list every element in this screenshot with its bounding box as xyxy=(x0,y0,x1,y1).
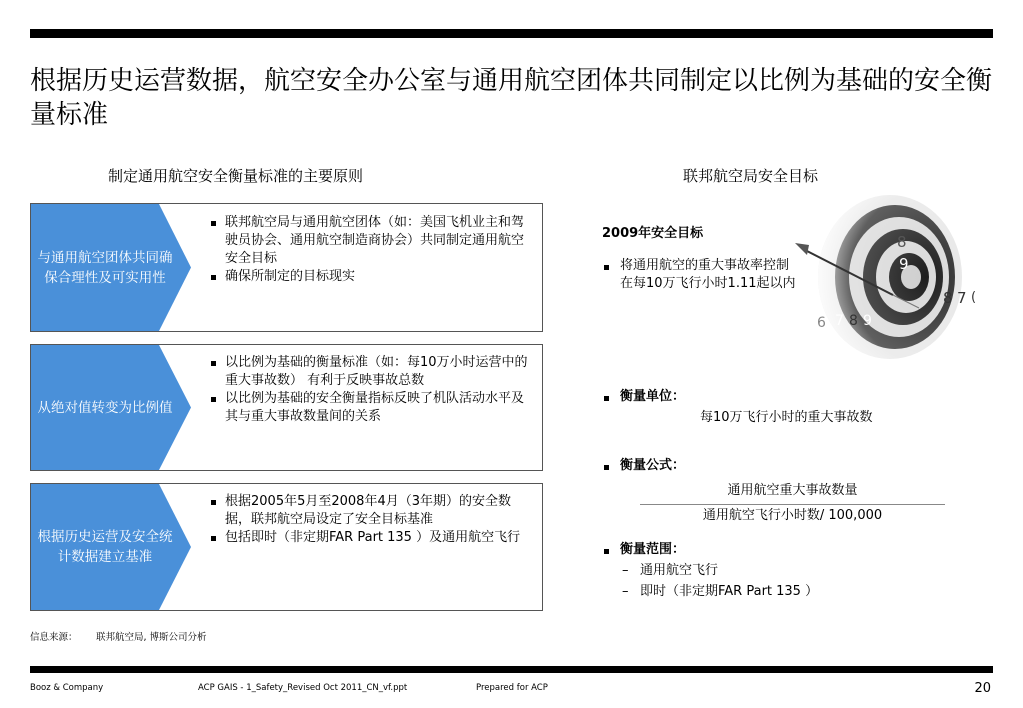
list-item: 联邦航空局与通用航空团体（如：美国飞机业主和驾驶员协会、通用航空制造商协会）共同制定通用航空安全目标 xyxy=(211,214,532,268)
principle-label-3: 根据历史运营及安全统计数据建立基准 xyxy=(37,529,173,565)
goal-year-label: 2009年安全目标 xyxy=(602,226,704,241)
bullet-marker xyxy=(604,465,609,470)
dartboard-number: 9 xyxy=(899,255,909,273)
footer-file: ACP GAIS - 1_Safety_Revised Oct 2011_CN_vf.ppt xyxy=(198,683,408,693)
list-item: 确保所制定的目标现实 xyxy=(211,268,532,286)
fraction-line xyxy=(640,504,945,505)
principle-chevron-1 xyxy=(31,204,191,331)
dartboard-number: 6 xyxy=(817,315,826,331)
source-value: 联邦航空局, 博斯公司分析 xyxy=(96,632,207,643)
principle-bullets-1 xyxy=(211,214,532,286)
dartboard-number: 8 xyxy=(897,233,907,251)
formula-label: 衡量公式： xyxy=(620,458,686,473)
principle-chevron-3 xyxy=(31,484,191,610)
dartboard-number: ( xyxy=(971,290,977,305)
footer-prepared: Prepared for ACP xyxy=(476,683,548,693)
top-rule xyxy=(30,29,993,38)
bottom-rule xyxy=(30,666,993,673)
unit-value: 每10万飞行小时的重大事故数 xyxy=(700,410,873,425)
goal-text: 将通用航空的重大事故率控制在每10万飞行小时1.11起以内 xyxy=(620,258,796,291)
formula-denominator: 通用航空飞行小时数/ 100,000 xyxy=(702,508,883,523)
scope-dash: – xyxy=(622,584,629,599)
dartboard-number: 7 xyxy=(957,289,967,307)
dartboard-number: 8 xyxy=(943,289,953,307)
source-label: 信息来源： xyxy=(30,632,78,643)
principle-bullets-3 xyxy=(211,493,532,547)
principle-box-2 xyxy=(30,344,543,471)
page-title: 根据历史运营数据，航空安全办公室与通用航空团体共同制定以比例为基础的安全衡量标准 xyxy=(30,66,993,130)
list-item: 以比例为基础的衡量标准（如：每10万小时运营中的重大事故数） 有利于反映事故总数 xyxy=(211,354,532,390)
footer-company: Booz & Company xyxy=(30,683,104,693)
dartboard-number: 8 xyxy=(849,313,858,329)
bullet-marker xyxy=(604,265,609,270)
bullet-marker xyxy=(604,396,609,401)
left-column-heading: 制定通用航空安全衡量标准的主要原则 xyxy=(108,167,364,185)
list-item: 以比例为基础的安全衡量指标反映了机队活动水平及其与重大事故数量间的关系 xyxy=(211,390,532,426)
dartboard-icon xyxy=(795,185,985,360)
scope-item-2: 即时（非定期FAR Part 135 ） xyxy=(640,584,819,599)
scope-label: 衡量范围： xyxy=(620,542,686,557)
right-column-heading: 联邦航空局安全目标 xyxy=(683,167,819,185)
list-item: 包括即时（非定期FAR Part 135 ）及通用航空飞行 xyxy=(211,529,532,547)
bullet-marker xyxy=(604,549,609,554)
list-item: 根据2005年5月至2008年4月（3年期）的安全数据，联邦航空局设定了安全目标基准 xyxy=(211,493,532,529)
scope-dash: – xyxy=(622,563,629,578)
principle-bullets-2 xyxy=(211,354,532,426)
formula-numerator: 通用航空重大事故数量 xyxy=(727,483,858,498)
dartboard-number: 9 xyxy=(863,313,872,329)
unit-label: 衡量单位： xyxy=(620,389,686,404)
dartboard-number: 7 xyxy=(835,313,844,329)
scope-item-1: 通用航空飞行 xyxy=(640,563,719,578)
principle-box-3 xyxy=(30,483,543,611)
page-number: 20 xyxy=(974,681,991,696)
principle-label-1: 与通用航空团体共同确保合理性及可实用性 xyxy=(37,249,173,286)
principle-chevron-2 xyxy=(31,345,191,470)
principle-label-2: 从绝对值转变为比例值 xyxy=(37,399,173,416)
principle-box-1 xyxy=(30,203,543,332)
